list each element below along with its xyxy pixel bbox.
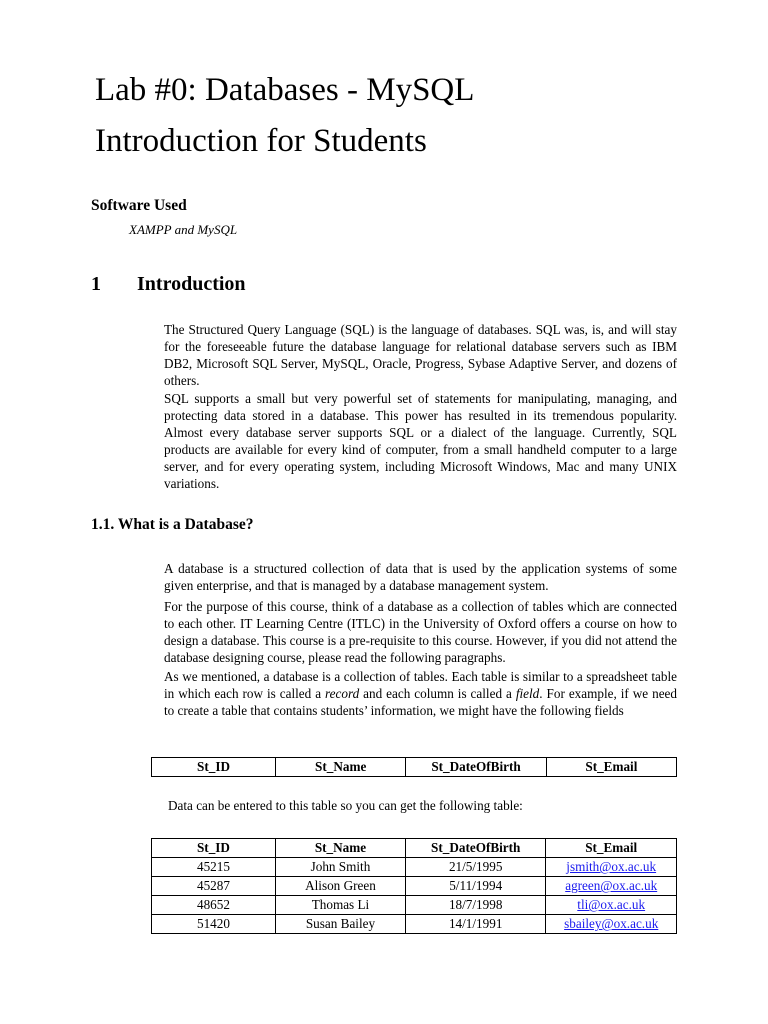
header-st-email: St_Email [546,839,677,858]
header-st-name: St_Name [275,839,405,858]
cell-email [546,896,677,915]
intro-paragraph-2: SQL supports a small but very powerful set of statements for manipulating, managing, and protecting data stored in a database. This power has resulted in its tremendous popularity. Almost every database server supports SQL or a dialect of the language. Currently, SQL products are available for every kind of computer, from a small handheld computer to a large server, and for every operating system, including Microsoft Windows, Mac and many UNIX variations. [164,391,677,491]
cell-name: Thomas Li [275,896,405,915]
cell-email [546,858,677,877]
field-term: field [515,686,540,701]
section-title: Introduction [137,273,246,295]
cell-id: 51420 [152,915,276,934]
cell-email [546,915,677,934]
p3-part-a: As we mentioned, a database is a collection of tables. Each table is similar to a spreadsheet table in which each row is called a [164,669,677,701]
software-value: XAMPP and MySQL [129,222,238,237]
database-paragraph-3 [164,668,677,719]
table-caption: Data can be entered to this table so you can get the following table: [168,798,523,813]
cell-dob: 18/7/1998 [406,896,546,915]
email-link[interactable]: jsmith@ox.ac.uk [566,859,657,874]
header-st-email: St_Email [546,758,676,777]
cell-email [546,877,677,896]
table-row [152,858,677,877]
section-number: 1 [91,273,101,295]
header-st-dob: St_DateOfBirth [406,839,546,858]
cell-name: Susan Bailey [275,915,405,934]
table-row [152,877,677,896]
cell-name: Alison Green [275,877,405,896]
header-st-dob: St_DateOfBirth [406,758,546,777]
fields-header-row [152,758,677,777]
intro-paragraph-1: The Structured Query Language (SQL) is the language of databases. SQL was, is, and will stay for the foreseeable future the database language for relational database servers such as IBM DB2, Microsoft SQL Server, MySQL, Oracle, Progress, Sybase Adaptive Server, and dozens of others. [164,322,677,388]
fields-table [151,757,677,777]
table-row [152,896,677,915]
table-row [152,915,677,934]
cell-id: 45287 [152,877,276,896]
email-link[interactable]: sbailey@ox.ac.uk [564,916,659,931]
email-link[interactable]: tli@ox.ac.uk [577,897,646,912]
cell-name: John Smith [275,858,405,877]
doc-title-line1: Lab #0: Databases - MySQL [95,72,475,108]
p3-part-c: . For example, if we need to create a table that contains students’ information, we might have the following fields [164,686,677,718]
record-term: record [325,686,360,701]
cell-dob: 14/1/1991 [406,915,546,934]
data-header-row [152,839,677,858]
header-st-id: St_ID [152,758,276,777]
subsection-title: 1.1. What is a Database? [91,516,254,533]
cell-dob: 21/5/1995 [406,858,546,877]
email-link[interactable]: agreen@ox.ac.uk [565,878,658,893]
header-st-name: St_Name [276,758,406,777]
database-paragraph-1: A database is a structured collection of data that is used by the application systems of some given enterprise, and that is managed by a database management system. [164,561,677,593]
p3-part-b: and each column is called a [359,686,516,701]
database-paragraph-2: For the purpose of this course, think of a database as a collection of tables which are connected to each other. IT Learning Centre (ITLC) in the University of Oxford offers a course on how to design a database. This course is a pre-requisite to this course. However, if you did not attend the database designing course, please read the following paragraphs. [164,599,677,665]
cell-id: 45215 [152,858,276,877]
cell-dob: 5/11/1994 [406,877,546,896]
software-heading: Software Used [91,197,187,214]
header-st-id: St_ID [152,839,276,858]
students-table [151,838,677,934]
cell-id: 48652 [152,896,276,915]
doc-title-line2: Introduction for Students [95,123,427,159]
